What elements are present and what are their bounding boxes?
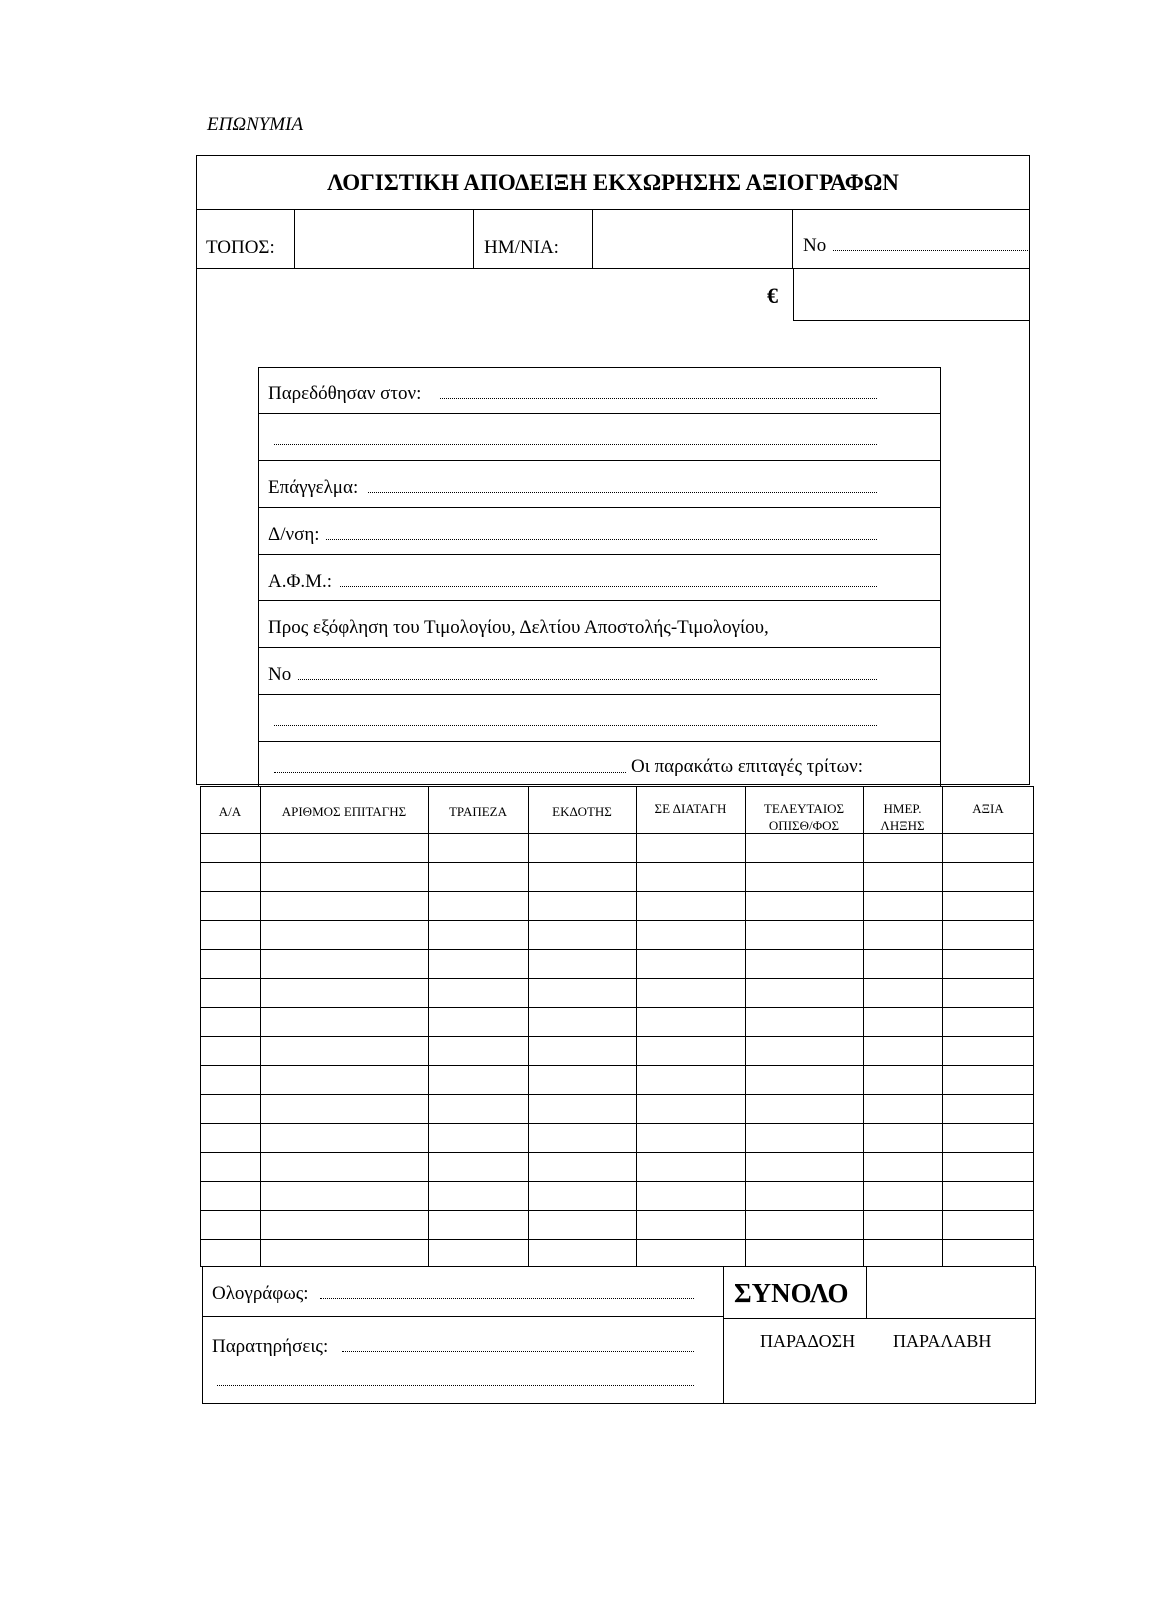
delivered-to-field-line2[interactable]: [274, 444, 877, 445]
delivery-label: ΠΑΡΑΔΟΣΗ: [760, 1331, 856, 1351]
date-field[interactable]: [593, 210, 792, 268]
table-row: [200, 1065, 1034, 1066]
table-row: [200, 978, 1034, 979]
table-row: [200, 1152, 1034, 1153]
table-row: [200, 920, 1034, 921]
remarks-field-line2[interactable]: [217, 1385, 694, 1386]
col-header-aa: Α/Α: [218, 804, 242, 819]
table-row: [200, 891, 1034, 892]
col-header-cheque-number: ΑΡΙΘΜΟΣ ΕΠΙΤΑΓΗΣ: [281, 804, 407, 819]
delivered-to-field[interactable]: [440, 398, 877, 399]
total-label: ΣΥΝΟΛΟ: [734, 1278, 849, 1308]
table-row: [200, 1210, 1034, 1211]
company-label: ΕΠΩΝΥΜΙΑ: [207, 114, 304, 135]
table-row: [200, 1007, 1034, 1008]
invoice-number-field[interactable]: [298, 679, 877, 680]
table-row: [200, 1036, 1034, 1037]
col-header-payee: ΣΕ ΔΙΑΤΑΓΗ: [654, 801, 727, 816]
profession-label: Επάγγελμα:: [268, 477, 359, 498]
cheques-table: [200, 786, 1034, 1267]
col-header-last-endorser: ΤΕΛΕΥΤΑΙΟΣ ΟΠΙΣΘ/ΦΟΣ: [763, 801, 845, 833]
remarks-label: Παρατηρήσεις:: [212, 1336, 329, 1357]
invoice-number-label: No: [268, 664, 292, 685]
in-words-field[interactable]: [320, 1298, 694, 1299]
number-label: No: [803, 235, 827, 256]
col-header-value: ΑΞΙΑ: [972, 801, 1004, 816]
table-row: [200, 862, 1034, 863]
col-header-bank: ΤΡΑΠΕΖΑ: [448, 804, 508, 819]
amount-field[interactable]: [793, 268, 1030, 321]
receipt-label: ΠΑΡΑΛΑΒΗ: [893, 1331, 992, 1351]
recipient-box: [258, 367, 941, 786]
address-field[interactable]: [326, 539, 877, 540]
place-field[interactable]: [295, 210, 473, 268]
col-header-issuer: ΕΚΔΟΤΗΣ: [552, 804, 612, 819]
settlement-text: Προς εξόφληση του Τιμολογίου, Δελτίου Αποστολής-Τιμολογίου,: [268, 617, 769, 638]
address-label: Δ/νση:: [268, 524, 320, 545]
date-label: ΗΜ/ΝΙΑ:: [484, 237, 559, 258]
table-row: [200, 1094, 1034, 1095]
col-header-due-date: ΗΜΕΡ. ΛΗΞΗΣ: [880, 801, 925, 833]
invoice-number-field-line2[interactable]: [274, 725, 877, 726]
delivered-to-label: Παρεδόθησαν στον:: [268, 383, 422, 404]
third-party-field[interactable]: [274, 772, 626, 773]
place-label: ΤΟΠΟΣ:: [206, 237, 275, 258]
table-row: [200, 1181, 1034, 1182]
number-field[interactable]: [833, 250, 1028, 251]
euro-symbol: €: [767, 283, 778, 308]
table-row: [200, 1239, 1034, 1240]
third-party-text: Οι παρακάτω επιταγές τρίτων:: [631, 756, 863, 777]
table-row: [200, 1123, 1034, 1124]
tax-id-field[interactable]: [340, 586, 877, 587]
form-title: ΛΟΓΙΣΤΙΚΗ ΑΠΟΔΕΙΞΗ ΕΚΧΩΡΗΣΗΣ ΑΞΙΟΓΡΑΦΩΝ: [327, 170, 899, 195]
tax-id-label: Α.Φ.Μ.:: [268, 571, 333, 592]
total-field[interactable]: [868, 1268, 1034, 1317]
remarks-field[interactable]: [342, 1351, 694, 1352]
profession-field[interactable]: [368, 492, 877, 493]
in-words-label: Ολογράφως:: [212, 1283, 309, 1304]
table-row: [200, 949, 1034, 950]
